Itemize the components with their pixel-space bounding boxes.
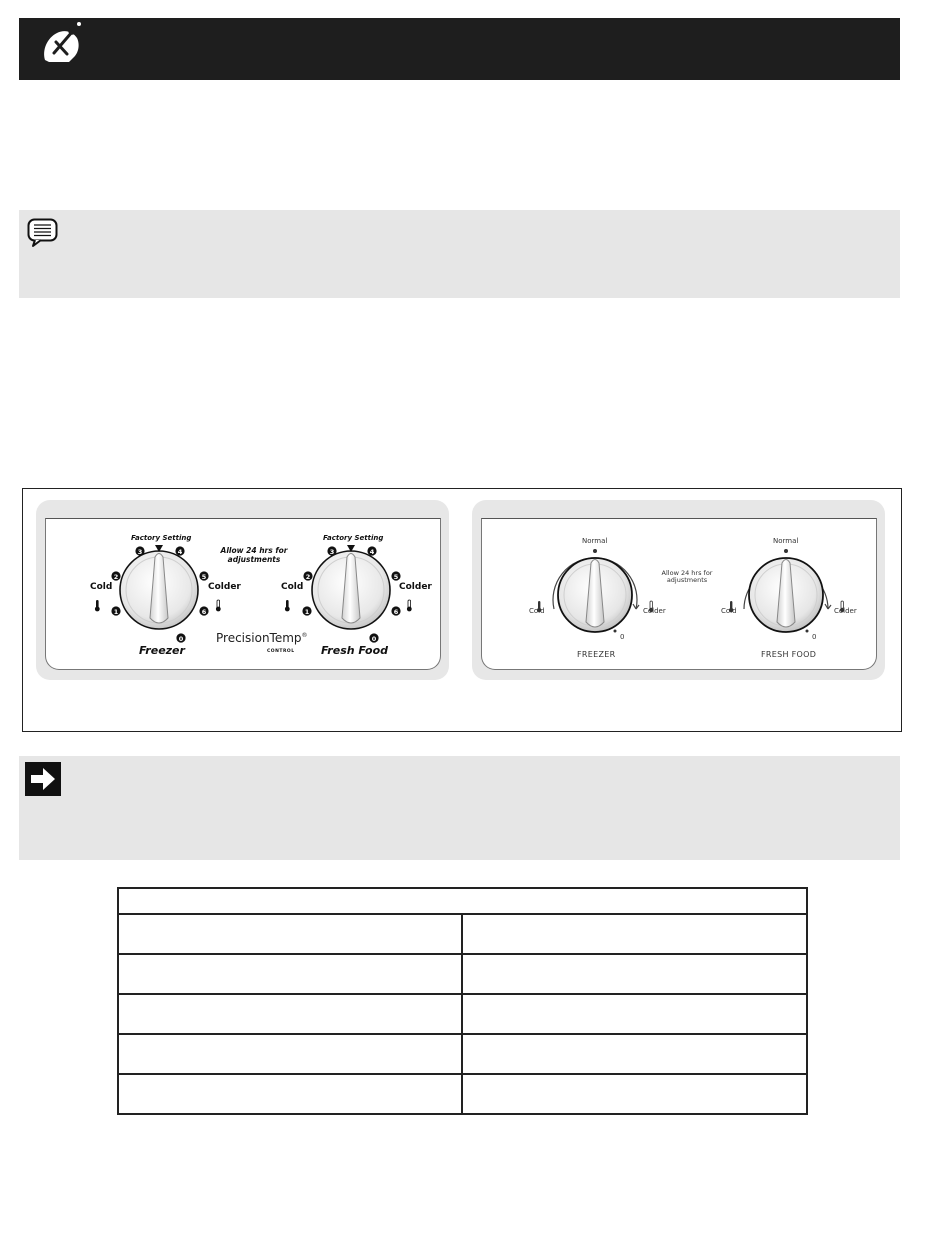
fresh-food-dial-standard[interactable]	[744, 549, 831, 633]
fresh-food-mark-5	[391, 571, 400, 581]
freezer-mark-4	[175, 546, 184, 556]
freezer-zero-label: 0	[620, 633, 625, 641]
allow-line-1: Allow 24 hrs for	[220, 546, 288, 555]
table-cell	[118, 914, 462, 954]
svg-text:3: 3	[329, 548, 335, 556]
fresh-food-dial-name: Fresh Food	[321, 644, 389, 657]
freezer-dial-name: Freezer	[139, 644, 185, 657]
standard-allow-line-1: Allow 24 hrs for	[661, 569, 713, 577]
fresh-food-cold-thermometer-icon	[285, 600, 290, 611]
table-cell	[462, 954, 807, 994]
precisiontemp-brand-name: PrecisionTemp	[216, 631, 302, 645]
fresh-food-zero-label: 0	[812, 633, 817, 641]
svg-text:2: 2	[305, 573, 311, 581]
svg-text:1: 1	[304, 608, 310, 616]
table-header-row	[118, 888, 807, 914]
table-cell	[118, 1034, 462, 1074]
fresh-food-mark-0	[369, 633, 378, 643]
fresh-food-mark-1	[302, 606, 311, 616]
svg-text:4: 4	[369, 548, 375, 556]
svg-text:1: 1	[113, 608, 119, 616]
note-callout	[19, 210, 900, 298]
svg-text:5: 5	[201, 573, 207, 581]
fresh-food-standard-cold-label: Cold	[721, 607, 737, 615]
fresh-food-factory-setting-label: Factory Setting	[323, 534, 384, 542]
freezer-colder-label: Colder	[208, 582, 241, 592]
standard-allow-24-hrs-note	[657, 570, 717, 585]
fresh-food-standard-colder-label: Colder	[834, 607, 857, 615]
precisiontemp-registered-mark: ®	[301, 632, 308, 639]
table-cell	[462, 914, 807, 954]
table-cell	[118, 1074, 462, 1114]
table-cell	[118, 994, 462, 1034]
standard-allow-line-2: adjustments	[666, 576, 708, 585]
table-row	[118, 914, 807, 954]
table-header-cell	[118, 888, 807, 914]
table-cell	[118, 954, 462, 994]
freezer-normal-label: Normal	[582, 537, 608, 545]
allow-24-hrs-note	[219, 547, 289, 564]
freezer-mark-0	[176, 633, 185, 643]
freezer-standard-colder-label: Colder	[643, 607, 666, 615]
svg-text:5: 5	[393, 573, 399, 581]
standard-control-panel	[472, 500, 885, 680]
fresh-food-mark-4	[367, 546, 376, 556]
table-cell	[462, 1074, 807, 1114]
section-header-bar	[19, 18, 900, 80]
fresh-food-dial[interactable]	[312, 545, 390, 629]
arrow-right-icon	[25, 762, 61, 796]
adjustment-table	[117, 887, 808, 1115]
fresh-food-mark-6	[391, 606, 400, 616]
fresh-food-standard-dial-name: FRESH FOOD	[761, 650, 817, 659]
table-cell	[462, 1034, 807, 1074]
precisiontemp-control-sub: CONTROL	[267, 649, 295, 654]
tip-callout	[19, 756, 900, 860]
allow-line-2: adjustments	[227, 554, 281, 564]
svg-text:2: 2	[113, 573, 119, 581]
freezer-mark-2	[111, 571, 120, 581]
note-speech-bubble-icon	[27, 218, 59, 248]
freezer-mark-6	[199, 606, 208, 616]
freezer-mark-1	[111, 606, 120, 616]
freezer-factory-setting-label: Factory Setting	[131, 534, 192, 542]
precisiontemp-control-panel	[36, 500, 449, 680]
svg-text:3: 3	[137, 548, 143, 556]
freezer-cold-thermometer-icon	[95, 600, 100, 611]
svg-text:0: 0	[371, 635, 377, 643]
table-cell	[462, 994, 807, 1034]
freezer-standard-dial-name: FREEZER	[577, 650, 616, 659]
table-row	[118, 1034, 807, 1074]
fresh-food-mark-2	[303, 571, 312, 581]
tools-wrench-icon	[39, 20, 85, 68]
fresh-food-normal-label: Normal	[773, 537, 799, 545]
freezer-cold-label: Cold	[90, 582, 113, 592]
precisiontemp-brand	[216, 632, 308, 644]
standard-dials-graphic	[472, 500, 885, 680]
freezer-standard-cold-label: Cold	[529, 607, 545, 615]
fresh-food-colder-thermometer-icon	[407, 600, 412, 611]
control-panels-figure	[22, 488, 902, 732]
freezer-dial-standard[interactable]	[553, 549, 639, 633]
svg-text:6: 6	[393, 608, 399, 616]
svg-text:0: 0	[178, 635, 184, 643]
table-row	[118, 994, 807, 1034]
table-row	[118, 954, 807, 994]
fresh-food-cold-label: Cold	[281, 582, 304, 592]
svg-text:4: 4	[177, 548, 183, 556]
fresh-food-colder-label: Colder	[399, 582, 432, 592]
svg-text:6: 6	[201, 608, 207, 616]
freezer-colder-thermometer-icon	[216, 600, 221, 611]
table-row	[118, 1074, 807, 1114]
freezer-dial[interactable]	[120, 545, 198, 629]
freezer-mark-5	[199, 571, 208, 581]
